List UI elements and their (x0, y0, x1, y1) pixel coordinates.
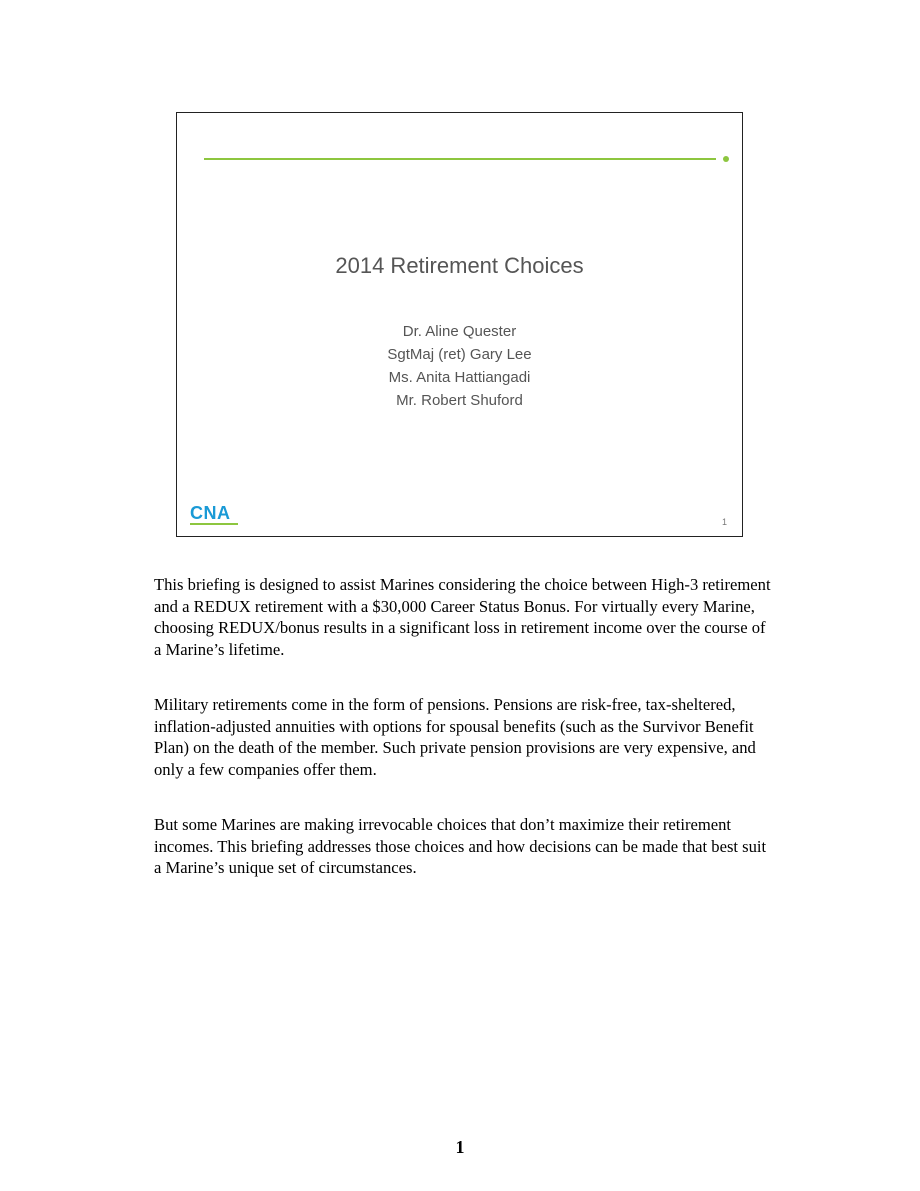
notes-paragraph: Military retirements come in the form of pensions. Pensions are risk-free, tax-sheltered, inflation-adjusted annuities with options for spousal benefits (such as the Survivor Benefit Plan) on the death of the member. Such private pension provisions are very expensive, and only a few companies offer them. (154, 695, 756, 779)
notes-paragraph: This briefing is designed to assist Marines considering the choice between High-3 retirement and a REDUX retirement with a $30,000 Career Status Bonus. For virtually every Marine, choosing REDUX/bonus results in a significant loss in retirement income over the course of a Marine’s lifetime. (154, 575, 771, 659)
slide-authors (177, 320, 742, 412)
slide-author: SgtMaj (ret) Gary Lee (387, 346, 532, 363)
page-number: 1 (455, 1137, 465, 1157)
slide-author: Ms. Anita Hattiangadi (388, 369, 531, 386)
slide-accent-dot (723, 156, 729, 162)
notes-paragraph: But some Marines are making irrevocable choices that don’t maximize their retirement incomes. This briefing addresses those choices and how decisions can be made that best suit a Marine’s unique set of circumstances. (154, 815, 767, 877)
slide-accent-rule (204, 158, 716, 160)
cna-logo-underline (190, 523, 238, 525)
slide-thumbnail (176, 112, 743, 537)
speaker-notes (154, 574, 774, 913)
slide-author: Dr. Aline Quester (402, 323, 517, 340)
slide-author: Mr. Robert Shuford (396, 392, 523, 409)
slide-title: 2014 Retirement Choices (335, 253, 584, 278)
slide-number: 1 (721, 517, 727, 527)
cna-logo: CNA (190, 503, 231, 523)
